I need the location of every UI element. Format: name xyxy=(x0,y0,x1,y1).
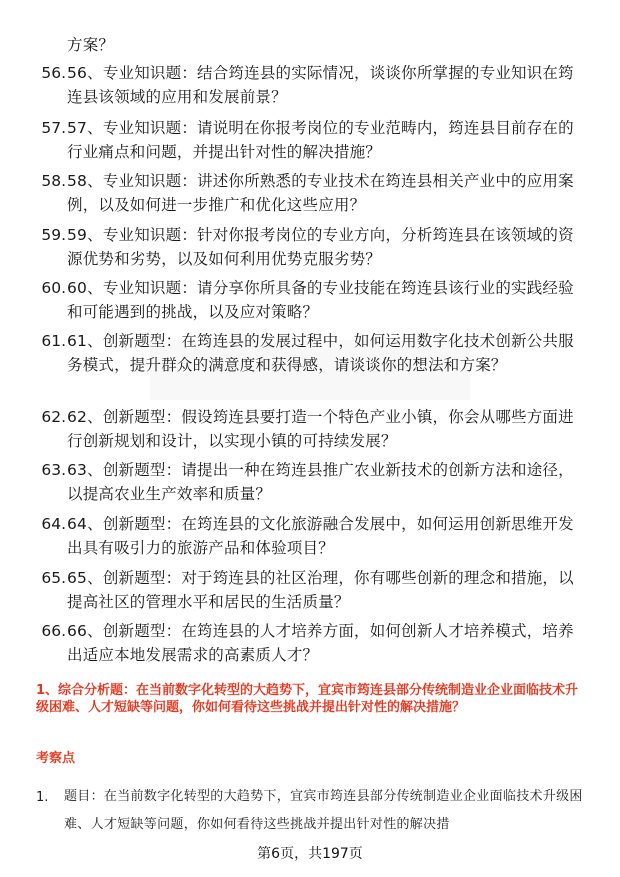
question-number: 59. xyxy=(41,226,66,244)
question-text: 66、创新题型：在筠连县的人才培养方面，如何创新人才培养模式，培养出适应本地发展需求的高素质人才？ xyxy=(67,622,574,664)
answer-heading: 1、综合分析题：在当前数字化转型的大趋势下，宜宾市筠连县部分传统制造业企业面临技术升级困难、人才短缺等问题，你如何看待这些挑战并提出针对性的解决措施？ xyxy=(36,683,579,715)
question-text: 58、专业知识题：讲述你所熟悉的专业技术在筠连县相关产业中的应用案例，以及如何进一步推广和优化这些应用？ xyxy=(67,172,574,214)
question-number: 56. xyxy=(41,64,66,82)
question-number: 66. xyxy=(41,622,66,640)
question-text: 61、创新题型：在筠连县的发展过程中，如何运用数字化技术创新公共服务模式，提升群众的满意度和获得感，请谈谈你的想法和方案？ xyxy=(67,332,574,374)
question-text: 60、专业知识题：请分享你所具备的专业技能在筠连县该行业的实践经验和可能遇到的挑战，以及应对策略？ xyxy=(67,279,574,321)
answer-subheading: 考察点 xyxy=(36,751,76,766)
question-number: 60. xyxy=(41,279,66,297)
question-text: 56、专业知识题：结合筠连县的实际情况，谈谈你所掌握的专业知识在筠连县该领域的应用和发展前景？ xyxy=(67,64,574,106)
carry-over-text: 方案？ xyxy=(67,36,115,54)
question-number: 57. xyxy=(41,119,66,137)
question-text: 62、创新题型：假设筠连县要打造一个特色产业小镇，你会从哪些方面进行创新规划和设计，以实现小镇的可持续发展？ xyxy=(67,408,574,450)
question-number: 61. xyxy=(41,332,66,350)
answer-item-text: 题目：在当前数字化转型的大趋势下，宜宾市筠连县部分传统制造业企业面临技术升级困难、人才短缺等问题，你如何看待这些挑战并提出针对性的解决措 xyxy=(64,789,583,832)
question-number: 65. xyxy=(41,569,66,587)
question-text: 57、专业知识题：请说明在你报考岗位的专业范畴内，筠连县目前存在的行业痛点和问题，并提出针对性的解决措施？ xyxy=(67,119,574,161)
answer-item-number: 1. xyxy=(36,790,49,805)
question-number: 62. xyxy=(41,408,66,426)
question-text: 59、专业知识题：针对你报考岗位的专业方向，分析筠连县在该领域的资源优势和劣势，以及如何利用优势克服劣势？ xyxy=(67,226,574,268)
question-number: 58. xyxy=(41,172,66,190)
question-text: 64、创新题型：在筠连县的文化旅游融合发展中，如何运用创新思维开发出具有吸引力的旅游产品和体验项目？ xyxy=(67,515,574,557)
question-number: 63. xyxy=(41,461,66,479)
question-text: 65、创新题型：对于筠连县的社区治理，你有哪些创新的理念和措施，以提高社区的管理水平和居民的生活质量？ xyxy=(67,569,574,611)
question-number: 64. xyxy=(41,515,66,533)
question-text: 63、创新题型：请提出一种在筠连县推广农业新技术的创新方法和途径，以提高农业生产效率和质量？ xyxy=(67,461,574,503)
page-footer: 第6页，共197页 xyxy=(257,846,363,862)
